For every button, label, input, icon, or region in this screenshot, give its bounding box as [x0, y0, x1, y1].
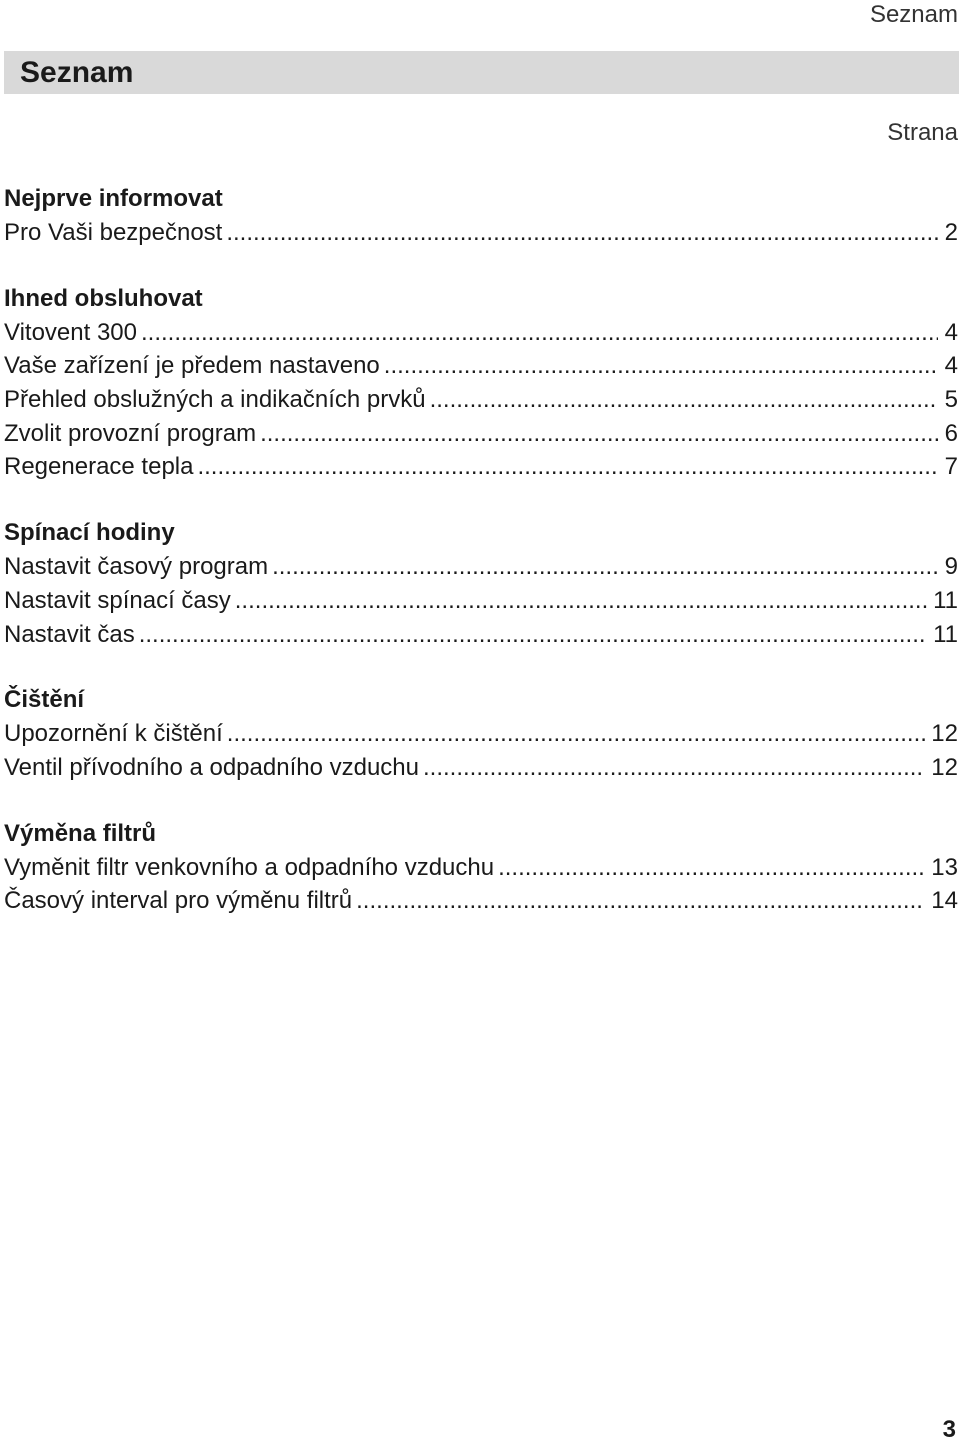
entry-label: Pro Vaši bezpečnost: [4, 219, 223, 246]
entry-page: 11: [933, 620, 958, 648]
title-bar: [4, 51, 959, 94]
section-title: Nejprve informovat: [4, 185, 223, 212]
page-number: 3: [942, 1416, 956, 1443]
dot-leader: [226, 216, 938, 250]
dot-leader: [260, 417, 938, 451]
toc-entry[interactable]: [4, 316, 958, 350]
entry-label: Vitovent 300: [4, 318, 137, 346]
toc-entry[interactable]: [4, 584, 958, 618]
entry-page: 9: [944, 553, 958, 581]
entry-page: 12: [931, 720, 958, 748]
dot-leader: [141, 316, 938, 350]
entry-label: Zvolit provozní program: [4, 419, 257, 447]
toc-entry[interactable]: [4, 417, 958, 451]
entry-page: 11: [933, 586, 958, 614]
page-title: Seznam: [20, 56, 134, 89]
running-header: Seznam: [869, 1, 958, 28]
entry-label: Časový interval pro výměnu filtrů: [4, 887, 353, 915]
page-column-header: Strana: [887, 119, 958, 146]
entry-label: Ventil přívodního a odpadního vzduchu: [4, 753, 419, 781]
entry-page: 4: [944, 352, 958, 380]
dot-leader: [498, 851, 925, 885]
dot-leader: [272, 550, 938, 584]
dot-leader: [139, 618, 927, 652]
entry-label: Nastavit čas: [4, 620, 135, 648]
entry-page: 14: [931, 887, 958, 915]
section-title: Ihned obsluhovat: [4, 284, 203, 312]
entry-page: 4: [944, 318, 958, 346]
section-title: Čištění: [4, 686, 85, 714]
entry-label: Nastavit spínací časy: [4, 586, 231, 614]
toc-entry[interactable]: [4, 751, 958, 785]
dot-leader: [235, 584, 927, 618]
entry-label: Přehled obslužných a indikačních prvků: [4, 386, 426, 414]
dot-leader: [197, 450, 938, 484]
entry-label: Regenerace tepla: [4, 453, 194, 481]
entry-page: 5: [944, 386, 958, 414]
toc-entry[interactable]: [4, 717, 958, 751]
dot-leader: [430, 383, 938, 417]
entry-label: Nastavit časový program: [4, 553, 269, 581]
toc-section: [4, 282, 958, 484]
section-title: Výměna filtrů: [4, 819, 157, 847]
dot-leader: [356, 884, 925, 918]
entry-label: Upozornění k čištění: [4, 720, 223, 748]
dot-leader: [423, 751, 925, 785]
toc-section: [4, 817, 958, 918]
dot-leader: [384, 349, 938, 383]
toc-entry[interactable]: [4, 216, 958, 250]
toc-section: [4, 516, 958, 651]
toc-section: [4, 683, 958, 784]
table-of-contents: [4, 182, 958, 950]
toc-entry[interactable]: [4, 884, 958, 918]
toc-section: [4, 182, 958, 250]
entry-label: Vyměnit filtr venkovního a odpadního vzduchu: [4, 853, 495, 881]
toc-entry[interactable]: [4, 851, 958, 885]
toc-entry[interactable]: [4, 450, 958, 484]
dot-leader: [227, 717, 926, 751]
toc-entry[interactable]: [4, 550, 958, 584]
entry-page: 2: [944, 219, 958, 246]
toc-entry[interactable]: [4, 349, 958, 383]
entry-page: 13: [931, 853, 958, 881]
entry-label: Vaše zařízení je předem nastaveno: [4, 352, 380, 380]
section-title: Spínací hodiny: [4, 519, 175, 547]
entry-page: 7: [944, 453, 958, 481]
entry-page: 6: [944, 419, 958, 447]
toc-entry[interactable]: [4, 383, 958, 417]
entry-page: 12: [931, 753, 958, 781]
toc-entry[interactable]: [4, 618, 958, 652]
